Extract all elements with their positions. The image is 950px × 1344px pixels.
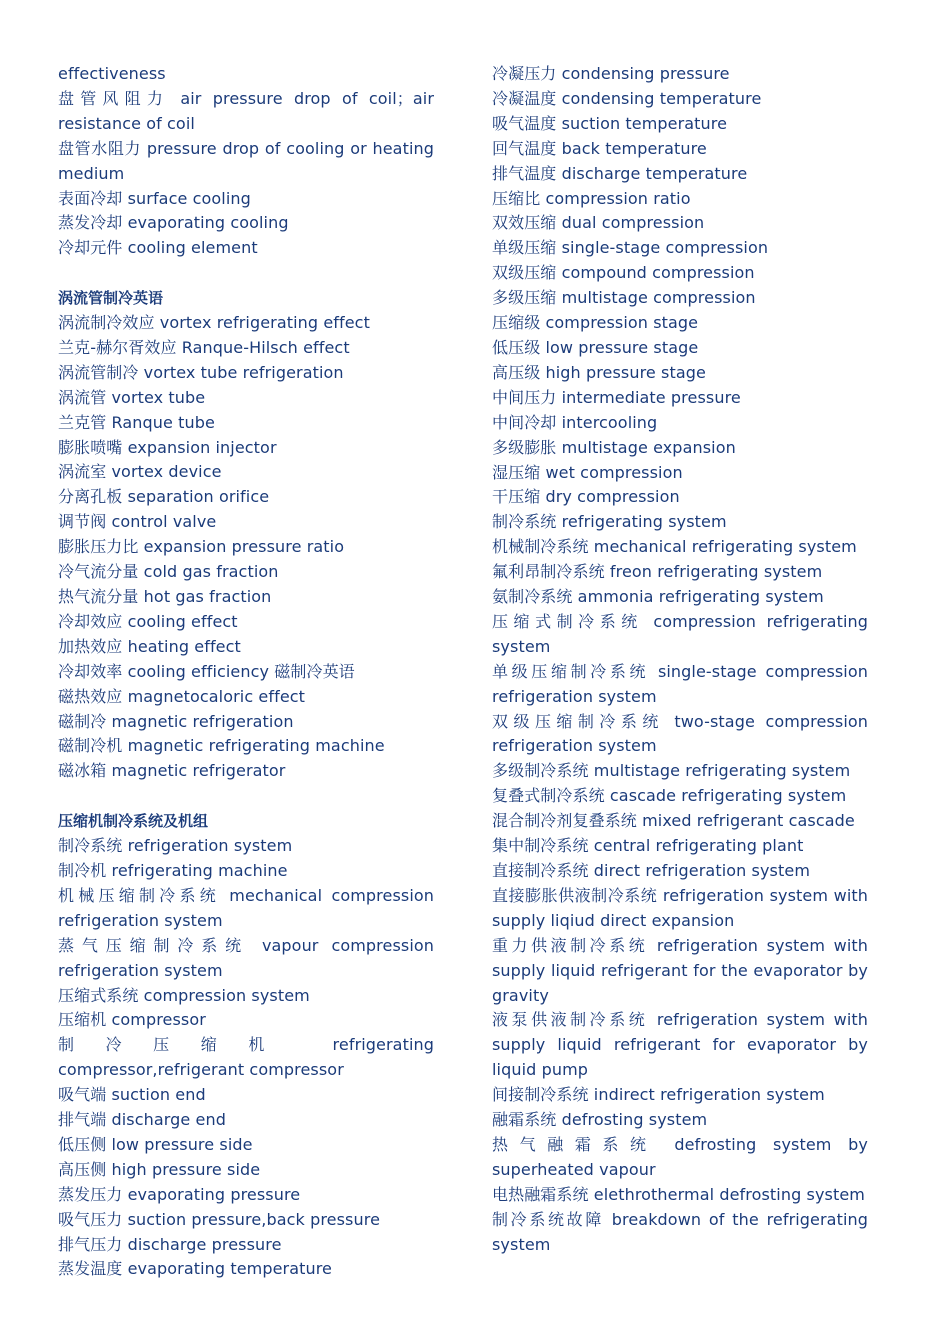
glossary-entry: 吸气端 suction end <box>58 1085 206 1105</box>
glossary-entry: 直接膨胀供液制冷系统 refrigeration system with supply liqiud direct expansion <box>492 885 868 930</box>
glossary-entry: 涡流管 vortex tube <box>58 387 206 407</box>
glossary-entry: 氨制冷系统 ammonia refrigerating system <box>492 587 824 607</box>
glossary-entry: 中间冷却 intercooling <box>492 412 658 432</box>
glossary-entry: 双级压缩制冷系统 two-stage compression refrigeration system <box>492 711 868 756</box>
glossary-entry: 冷凝温度 condensing temperature <box>492 88 762 108</box>
glossary-entry: 调节阀 control valve <box>58 512 217 532</box>
glossary-entry: 机械制冷系统 mechanical refrigerating system <box>492 537 857 557</box>
glossary-entry: 重力供液制冷系统 refrigeration system with supply liquid refrigerant for the evaporator by gravity <box>492 935 868 1005</box>
glossary-entry: 膨胀压力比 expansion pressure ratio <box>58 537 345 557</box>
glossary-entry: 制冷机 refrigerating machine <box>58 860 288 880</box>
section-spacer <box>58 261 434 286</box>
glossary-entry: 制冷系统故障 breakdown of the refrigerating system <box>492 1209 868 1254</box>
glossary-entry: effectiveness <box>58 64 166 83</box>
glossary-entry: 压缩机 compressor <box>58 1010 206 1030</box>
glossary-entry: 电热融霜系统 elethrothermal defrosting system <box>492 1184 865 1204</box>
glossary-entry: 融霜系统 defrosting system <box>492 1110 708 1130</box>
section-heading-compressor-systems: 压缩机制冷系统及机组 <box>58 812 209 831</box>
left-column <box>58 62 434 1282</box>
section-spacer <box>58 784 434 809</box>
glossary-entry: 双级压缩 compound compression <box>492 263 755 283</box>
glossary-entry: 磁热效应 magnetocaloric effect <box>58 686 306 706</box>
glossary-entry: 高压侧 high pressure side <box>58 1159 261 1179</box>
glossary-entry: 排气压力 discharge pressure <box>58 1234 282 1254</box>
section-heading-vortex-tube: 涡流管制冷英语 <box>58 289 164 308</box>
glossary-entry: 兰克-赫尔胥效应 Ranque-Hilsch effect <box>58 337 350 357</box>
glossary-entry: 湿压缩 wet compression <box>492 462 683 482</box>
glossary-entry: 单级压缩 single-stage compression <box>492 238 769 258</box>
glossary-entry: 磁制冷 magnetic refrigeration <box>58 711 294 731</box>
glossary-entry: 液泵供液制冷系统 refrigeration system with supply liquid refrigerant for evaporator by liquid pump <box>492 1010 868 1080</box>
glossary-entry: 热气融霜系统 defrosting system by superheated vapour <box>492 1134 868 1179</box>
glossary-entry: 压缩级 compression stage <box>492 313 699 333</box>
glossary-entry: 复叠式制冷系统 cascade refrigerating system <box>492 786 847 806</box>
glossary-entry: 膨胀喷嘴 expansion injector <box>58 437 277 457</box>
right-column <box>492 62 868 1258</box>
glossary-entry: 加热效应 heating effect <box>58 636 241 656</box>
glossary-entry: 低压级 low pressure stage <box>492 337 699 357</box>
glossary-entry: 排气温度 discharge temperature <box>492 163 748 183</box>
glossary-entry: 蒸发冷却 evaporating cooling <box>58 213 289 233</box>
glossary-entry: 磁制冷机 magnetic refrigerating machine <box>58 736 385 756</box>
glossary-entry: 机械压缩制冷系统 mechanical compression refrigeration system <box>58 885 434 930</box>
glossary-entry: 单级压缩制冷系统 single-stage compression refrigeration system <box>492 661 868 706</box>
glossary-entry: 分离孔板 separation orifice <box>58 487 270 507</box>
glossary-entry: 冷凝压力 condensing pressure <box>492 64 730 83</box>
glossary-entry: 排气端 discharge end <box>58 1110 226 1130</box>
glossary-entry: 直接制冷系统 direct refrigeration system <box>492 861 811 880</box>
glossary-entry: 氟利昂制冷系统 freon refrigerating system <box>492 562 823 582</box>
glossary-entry: 多级制冷系统 multistage refrigerating system <box>492 761 851 781</box>
glossary-entry: 蒸发压力 evaporating pressure <box>58 1184 301 1204</box>
glossary-entry: 涡流制冷效应 vortex refrigerating effect <box>58 313 370 333</box>
glossary-entry: 兰克管 Ranque tube <box>58 412 215 432</box>
glossary-entry: 制冷系统 refrigeration system <box>58 836 293 856</box>
glossary-entry: 蒸气压缩制冷系统 vapour compression refrigeration system <box>58 935 434 980</box>
glossary-entry: 中间压力 intermediate pressure <box>492 387 741 407</box>
glossary-entry: 多级膨胀 multistage expansion <box>492 437 736 457</box>
glossary-entry: 磁冰箱 magnetic refrigerator <box>58 761 286 781</box>
glossary-entry: 盘管水阻力 pressure drop of cooling or heating medium <box>58 138 434 183</box>
glossary-entry: 涡流室 vortex device <box>58 462 222 482</box>
glossary-entry: 蒸发温度 evaporating temperature <box>58 1259 333 1279</box>
glossary-entry: 双效压缩 dual compression <box>492 213 705 233</box>
glossary-entry: 涡流管制冷 vortex tube refrigeration <box>58 362 344 382</box>
glossary-entry: 吸气温度 suction temperature <box>492 113 728 133</box>
glossary-entry: 混合制冷剂复叠系统 mixed refrigerant cascade <box>492 811 855 831</box>
glossary-entry: 间接制冷系统 indirect refrigeration system <box>492 1085 825 1105</box>
glossary-entry: 冷却元件 cooling element <box>58 238 258 258</box>
glossary-entry: 冷气流分量 cold gas fraction <box>58 562 279 582</box>
glossary-entry: 制冷系统 refrigerating system <box>492 512 727 532</box>
glossary-entry: 多级压缩 multistage compression <box>492 288 756 308</box>
glossary-entry: 冷却效应 cooling effect <box>58 611 238 631</box>
glossary-entry: 盘管风阻力 air pressure drop of coil；air resistance of coil <box>58 88 434 133</box>
glossary-entry: 热气流分量 hot gas fraction <box>58 587 272 607</box>
glossary-entry: 冷却效率 cooling efficiency 磁制冷英语 <box>58 661 355 681</box>
glossary-entry: 表面冷却 surface cooling <box>58 188 251 208</box>
glossary-entry: 吸气压力 suction pressure,back pressure <box>58 1209 381 1229</box>
glossary-entry: 回气温度 back temperature <box>492 138 707 158</box>
glossary-entry: 集中制冷系统 central refrigerating plant <box>492 836 804 856</box>
glossary-entry: 干压缩 dry compression <box>492 487 680 507</box>
glossary-entry: 压缩式系统 compression system <box>58 985 310 1005</box>
glossary-entry: 制冷压缩机 refrigerating compressor,refrigerant compressor <box>58 1035 434 1080</box>
glossary-entry: 压缩式制冷系统 compression refrigerating system <box>492 611 868 656</box>
glossary-entry: 压缩比 compression ratio <box>492 188 691 208</box>
glossary-entry: 低压侧 low pressure side <box>58 1134 253 1154</box>
glossary-entry: 高压级 high pressure stage <box>492 362 706 382</box>
